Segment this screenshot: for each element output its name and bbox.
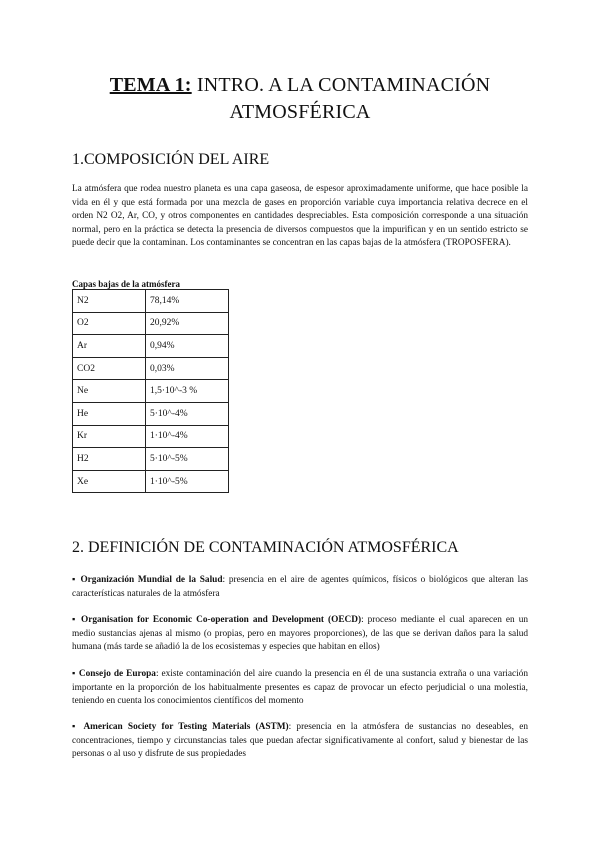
definition-text: : proceso mediante el cual aparecen en un medio sustancias ajenas al mismo (o propias, pero en mayores proporciones), de las que se derivan daños para la salud humana (más tarde se añadió la de los ecosistemas y especies que habitan en ellos) — [72, 615, 528, 653]
gas-percent-cell: 20,92% — [146, 312, 229, 335]
definition-org: Consejo de Europa — [78, 669, 156, 679]
gas-name-cell: H2 — [73, 448, 146, 471]
table-row — [73, 357, 229, 380]
definition-org: Organisation for Economic Co-operation and Development (OECD) — [81, 615, 362, 625]
table-row — [73, 380, 229, 403]
definition-org: American Society for Testing Materials (ASTM) — [83, 722, 289, 732]
table-caption: Capas bajas de la atmósfera — [72, 279, 180, 289]
gas-percent-cell: 1·10^-4% — [146, 425, 229, 448]
bullet: ▪ — [72, 669, 79, 679]
title-number: TEMA 1: — [109, 74, 192, 96]
definition-text: : presencia en la atmósfera de sustancias no deseables, en concentraciones, tiempo y circunstancias tales que puedan afectar significativamente al confort, salud y bienestar de las personas o al uso y disfrute de sus propiedades — [72, 722, 528, 760]
document-title — [60, 72, 540, 126]
gas-name-cell: Ne — [73, 380, 146, 403]
definition-org: Organización Mundial de la Salud — [80, 575, 223, 585]
definition-oms — [72, 574, 528, 601]
gas-name-cell: Kr — [73, 425, 146, 448]
title-line1: INTRO. A LA CONTAMINACIÓN — [196, 74, 491, 96]
section1-paragraph: La atmósfera que rodea nuestro planeta es una capa gaseosa, de espesor aproximadamente uniforme, que hace posible la vida en él y que está formada por una mezcla de gases en proporción variable cuya importancia relativa decrece en el orden N2 O2, Ar, CO, y otros componentes en cantidades despreciables. Esta composición corresponde a una situación normal, pero en la práctica se detecta la presencia de diversos compuestos que la impurifican y en un sentido estricto se puede decir que la contaminan. Los contaminantes se concentran en las capas bajas de la atmósfera (TROPOSFERA). — [72, 184, 528, 249]
table-row — [73, 402, 229, 425]
gas-percent-cell: 0,94% — [146, 335, 229, 358]
section2-heading: 2. DEFINICIÓN DE CONTAMINACIÓN ATMOSFÉRICA — [72, 539, 459, 556]
gas-name-cell: O2 — [73, 312, 146, 335]
bullet: ▪ — [72, 722, 84, 732]
table-row — [73, 425, 229, 448]
gas-percent-cell: 5·10^-4% — [146, 402, 229, 425]
bullet: ▪ — [72, 615, 81, 625]
gas-name-cell: Xe — [73, 470, 146, 493]
gas-percent-cell: 1·10^-5% — [146, 470, 229, 493]
bullet: ▪ — [72, 575, 81, 585]
table-row — [73, 312, 229, 335]
gas-name-cell: He — [73, 402, 146, 425]
table-row — [73, 335, 229, 358]
gas-name-cell: CO2 — [73, 357, 146, 380]
gas-name-cell: N2 — [73, 290, 146, 313]
table-row — [73, 290, 229, 313]
gas-composition-table — [72, 289, 229, 493]
gas-percent-cell: 1,5·10^-3 % — [146, 380, 229, 403]
gas-percent-cell: 78,14% — [146, 290, 229, 313]
definition-text: : presencia en el aire de agentes químicos, físicos o biológicos que alteran las características naturales de la atmósfera — [72, 575, 528, 599]
title-line2: ATMOSFÉRICA — [229, 101, 371, 123]
table-row — [73, 470, 229, 493]
definition-consejo-europa — [72, 668, 528, 709]
definition-text: : existe contaminación del aire cuando la presencia en él de una sustancia extraña o una variación importante en la proporción de los habitualmente presentes es capaz de provocar un efecto perjudicial o una molestia, teniendo en cuenta los conocimientos científicos del momento — [72, 669, 529, 707]
definition-oecd — [72, 614, 528, 655]
gas-percent-cell: 0,03% — [146, 357, 229, 380]
definition-astm — [72, 721, 528, 762]
gas-name-cell: Ar — [73, 335, 146, 358]
gas-percent-cell: 5·10^-5% — [146, 448, 229, 471]
section1-heading: 1.COMPOSICIÓN DEL AIRE — [72, 151, 270, 168]
table-row — [73, 448, 229, 471]
